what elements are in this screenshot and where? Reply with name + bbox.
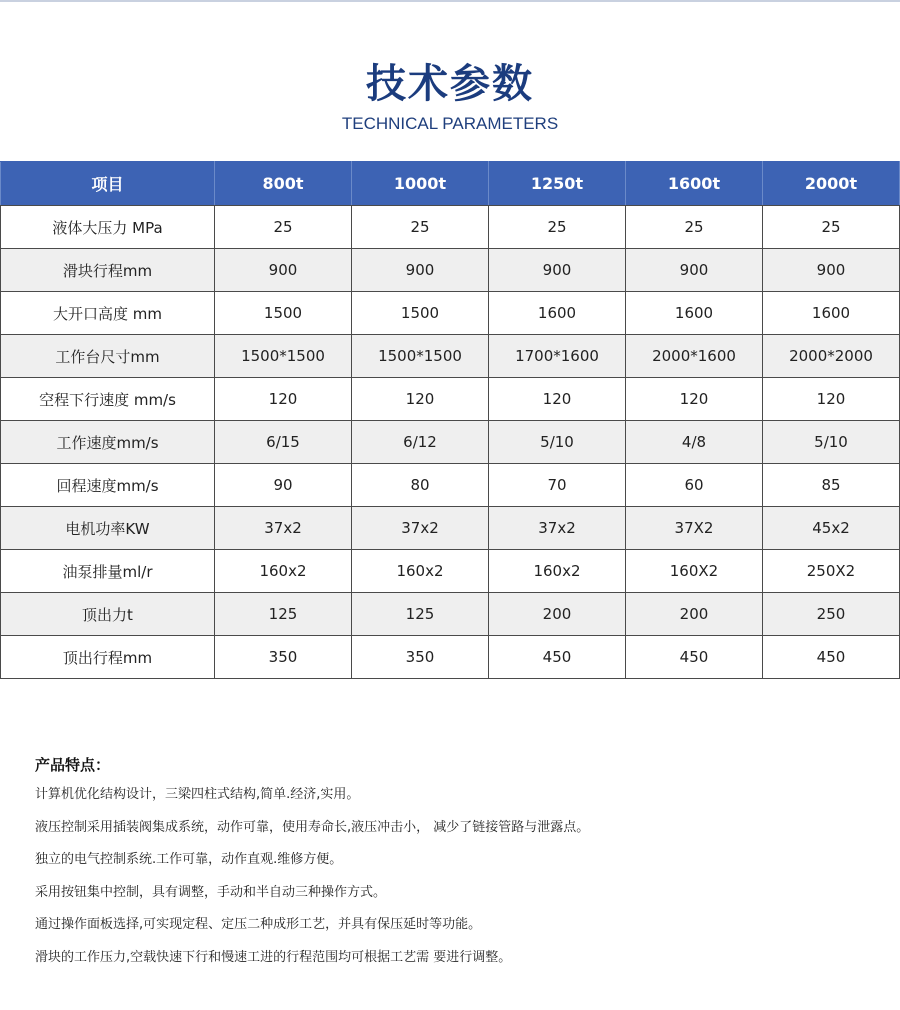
value-cell: 1600 [626, 292, 763, 335]
column-header-item: 项目 [1, 162, 215, 206]
value-cell: 1500*1500 [352, 335, 489, 378]
value-cell: 120 [352, 378, 489, 421]
row-label-cell: 大开口高度 mm [1, 292, 215, 335]
page-title: 技术参数 [366, 61, 534, 107]
feature-item: 采用按钮集中控制，具有调整，手动和半自动三种操作方式。 [35, 884, 387, 900]
row-label-cell: 顶出力t [1, 593, 215, 636]
table-row [1, 464, 900, 507]
value-cell: 250 [763, 593, 900, 636]
value-cell: 25 [215, 206, 352, 249]
value-cell: 37x2 [352, 507, 489, 550]
value-cell: 70 [489, 464, 626, 507]
table-row [1, 507, 900, 550]
value-cell: 85 [763, 464, 900, 507]
value-cell: 1500*1500 [215, 335, 352, 378]
value-cell: 4/8 [626, 421, 763, 464]
value-cell: 37x2 [215, 507, 352, 550]
row-label-cell: 回程速度mm/s [1, 464, 215, 507]
value-cell: 125 [352, 593, 489, 636]
value-cell: 1700*1600 [489, 335, 626, 378]
value-cell: 37X2 [626, 507, 763, 550]
value-cell: 160x2 [215, 550, 352, 593]
table-header-row [1, 162, 900, 206]
row-label-cell: 滑块行程mm [1, 249, 215, 292]
value-cell: 900 [215, 249, 352, 292]
row-label-cell: 液体大压力 MPa [1, 206, 215, 249]
column-header-model: 1600t [626, 162, 763, 206]
features-list [35, 785, 865, 968]
feature-item: 计算机优化结构设计，三梁四柱式结构,简单.经济,实用。 [35, 787, 360, 802]
table-row [1, 292, 900, 335]
feature-item: 通过操作面板选择,可实现定程、定压二种成形工艺，并具有保压延时等功能。 [35, 917, 482, 932]
row-label-cell: 工作速度mm/s [1, 421, 215, 464]
value-cell: 120 [626, 378, 763, 421]
value-cell: 80 [352, 464, 489, 507]
value-cell: 120 [489, 378, 626, 421]
table-body [1, 206, 900, 679]
table-row [1, 249, 900, 292]
row-label-cell: 电机功率KW [1, 507, 215, 550]
value-cell: 2000*1600 [626, 335, 763, 378]
table-row [1, 206, 900, 249]
value-cell: 1500 [215, 292, 352, 335]
value-cell: 90 [215, 464, 352, 507]
value-cell: 1600 [489, 292, 626, 335]
feature-item: 滑块的工作压力,空载快速下行和慢速工进的行程范围均可根据工艺需 要进行调整。 [35, 949, 512, 965]
value-cell: 6/12 [352, 421, 489, 464]
value-cell: 6/15 [215, 421, 352, 464]
value-cell: 1600 [763, 292, 900, 335]
value-cell: 450 [626, 636, 763, 679]
value-cell: 160X2 [626, 550, 763, 593]
feature-item: 液压控制采用插装阀集成系统，动作可靠，使用寿命长,液压冲击小， 减少了链接管路与泄露点。 [35, 819, 590, 835]
table-header [1, 162, 900, 206]
value-cell: 37x2 [489, 507, 626, 550]
table-row [1, 636, 900, 679]
feature-item: 独立的电气控制系统.工作可靠，动作直观.维修方便。 [35, 852, 343, 867]
row-label-cell: 油泵排量ml/r [1, 550, 215, 593]
value-cell: 5/10 [763, 421, 900, 464]
value-cell: 900 [626, 249, 763, 292]
value-cell: 60 [626, 464, 763, 507]
column-header-model: 1250t [489, 162, 626, 206]
parameters-table [0, 161, 900, 679]
value-cell: 900 [352, 249, 489, 292]
column-header-model: 800t [215, 162, 352, 206]
value-cell: 125 [215, 593, 352, 636]
row-label-cell: 顶出行程mm [1, 636, 215, 679]
value-cell: 120 [215, 378, 352, 421]
value-cell: 120 [763, 378, 900, 421]
product-features [35, 754, 865, 980]
top-divider [0, 0, 900, 2]
value-cell: 5/10 [489, 421, 626, 464]
value-cell: 45x2 [763, 507, 900, 550]
value-cell: 1500 [352, 292, 489, 335]
value-cell: 900 [489, 249, 626, 292]
value-cell: 160x2 [489, 550, 626, 593]
page-subtitle: TECHNICAL PARAMETERS [341, 114, 559, 133]
features-title: 产品特点： [35, 756, 111, 774]
value-cell: 25 [763, 206, 900, 249]
value-cell: 200 [626, 593, 763, 636]
value-cell: 25 [489, 206, 626, 249]
value-cell: 200 [489, 593, 626, 636]
column-header-model: 1000t [352, 162, 489, 206]
value-cell: 2000*2000 [763, 335, 900, 378]
value-cell: 450 [489, 636, 626, 679]
value-cell: 160x2 [352, 550, 489, 593]
table-row [1, 550, 900, 593]
column-header-model: 2000t [763, 162, 900, 206]
value-cell: 25 [626, 206, 763, 249]
row-label-cell: 工作台尺寸mm [1, 335, 215, 378]
value-cell: 450 [763, 636, 900, 679]
table-row [1, 378, 900, 421]
value-cell: 350 [215, 636, 352, 679]
value-cell: 25 [352, 206, 489, 249]
table-row [1, 593, 900, 636]
table-row [1, 421, 900, 464]
table-row [1, 335, 900, 378]
row-label-cell: 空程下行速度 mm/s [1, 378, 215, 421]
value-cell: 900 [763, 249, 900, 292]
value-cell: 250X2 [763, 550, 900, 593]
value-cell: 350 [352, 636, 489, 679]
